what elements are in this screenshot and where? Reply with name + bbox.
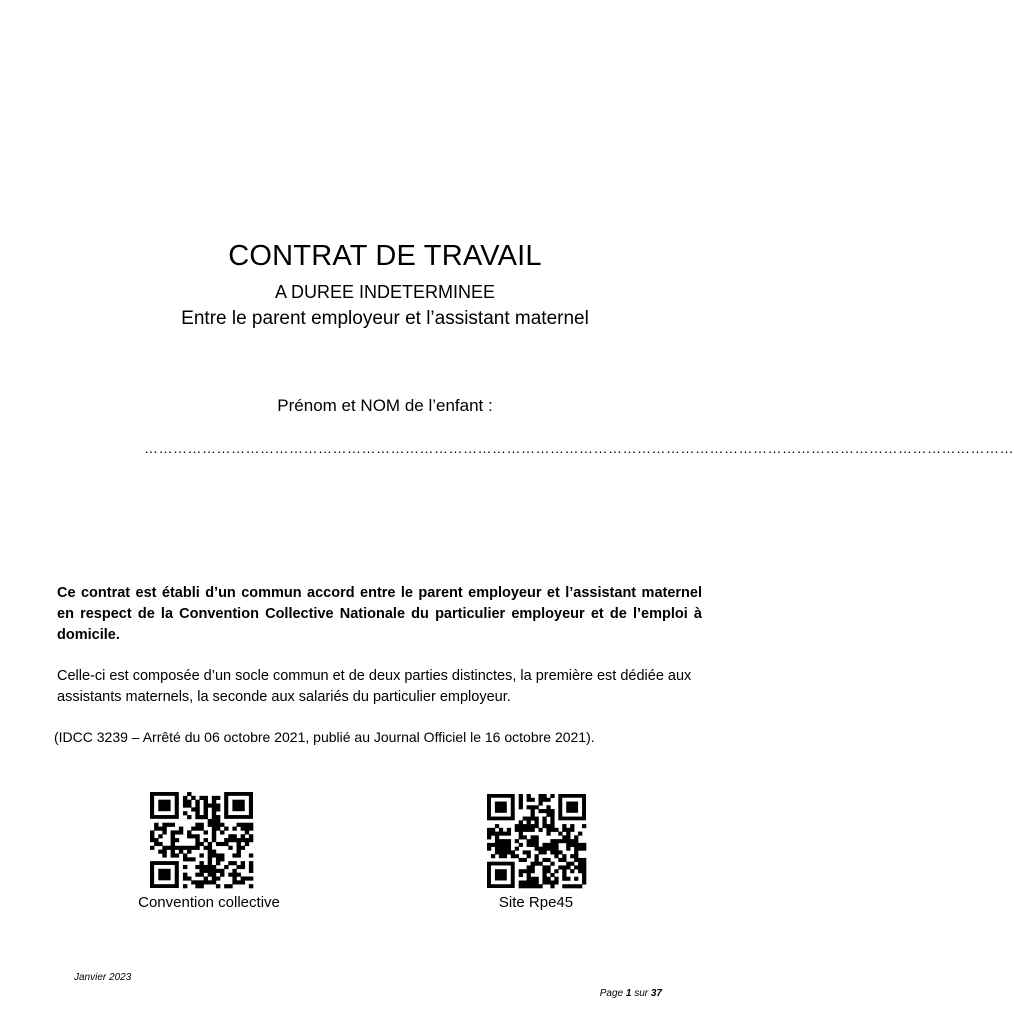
footer-date: Janvier 2023 (74, 972, 132, 983)
page-sep: sur (631, 988, 651, 999)
intro-paragraph-bold: Ce contrat est établi d’un commun accord entre le parent employeur et l’assistant maternel en respect de la Convention Collective Nationale du particulier employeur et de l’emploi à domicile. (57, 585, 702, 643)
qr-code-icon (150, 792, 253, 888)
document-title: CONTRAT DE TRAVAIL (228, 240, 542, 272)
page-total: 37 (650, 988, 662, 999)
document-subtitle: A DUREE INDETERMINEE (274, 282, 496, 302)
page-current: 1 (625, 988, 632, 999)
qr-code-icon (487, 794, 586, 888)
page-prefix: Page (599, 988, 626, 999)
child-name-field[interactable]: ……………………………………………………………………………………………………………………………………………………………… (144, 440, 1014, 456)
qr-caption-convention: Convention collective (138, 894, 280, 911)
child-name-label: Prénom et NOM de l’enfant : (277, 396, 493, 415)
page-number (560, 988, 662, 999)
qr-code-site[interactable] (487, 794, 586, 888)
intro-paragraph: Celle-ci est composée d’un socle commun et de deux parties distinctes, la première est dédiée aux assistants maternels, la seconde aux salariés du particulier employeur. (57, 668, 692, 705)
idcc-note: (IDCC 3239 – Arrêté du 06 octobre 2021, publié au Journal Officiel le 16 octobre 2021). (54, 729, 595, 745)
parties-line: Entre le parent employeur et l’assistant maternel (181, 308, 589, 329)
qr-code-convention[interactable] (150, 792, 253, 888)
qr-caption-site: Site Rpe45 (498, 894, 574, 911)
